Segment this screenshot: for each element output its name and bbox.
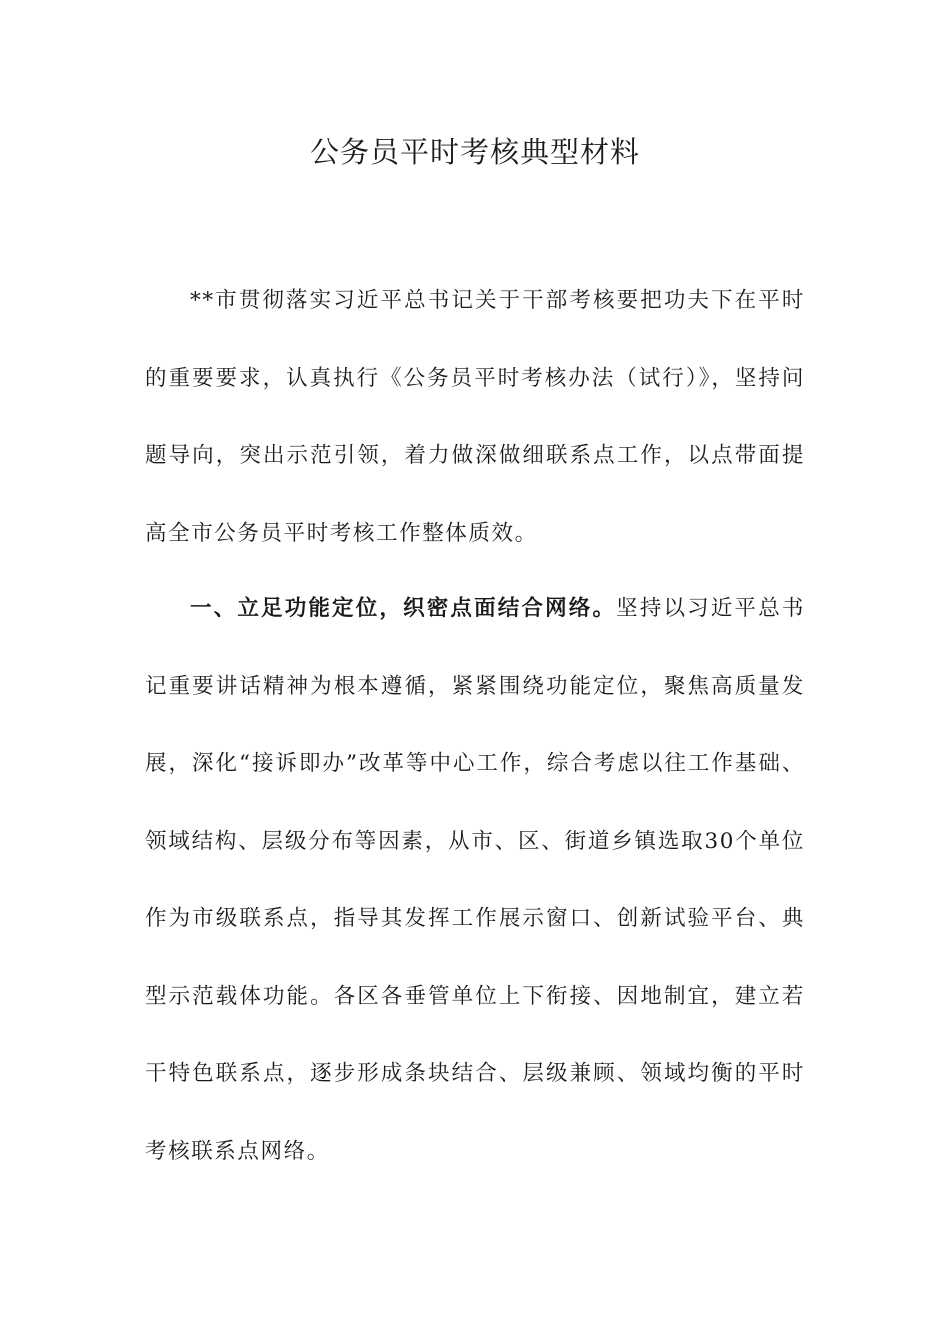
section-1-heading: 一、立足功能定位，织密点面结合网络。 — [190, 596, 617, 621]
section-1-body: 坚持以习近平总书记重要讲话精神为根本遵循，紧紧围绕功能定位，聚焦高质量发展，深化“接诉即办”改革等中心工作，综合考虑以往工作基础、领域结构、层级分布等因素，从市、区、街道乡镇选取30个单位作为市级联系点，指导其发挥工作展示窗口、创新试验平台、典型示范载体功能。各区各垂管单位上下衔接、因地制宜，建立若干特色联系点，逐步形成条块结合、层级兼顾、领域均衡的平时考核联系点网络。 — [145, 596, 805, 1164]
paragraph-section-1 — [145, 570, 805, 1190]
document-title: 公务员平时考核典型材料 — [309, 135, 640, 169]
paragraph-intro-text: **市贯彻落实习近平总书记关于干部考核要把功夫下在平时的重要要求，认真执行《公务员平时考核办法（试行）》，坚持问题导向，突出示范引领，着力做深做细联系点工作，以点带面提高全市公务员平时考核工作整体质效。 — [145, 288, 805, 546]
paragraph-intro — [145, 262, 805, 572]
